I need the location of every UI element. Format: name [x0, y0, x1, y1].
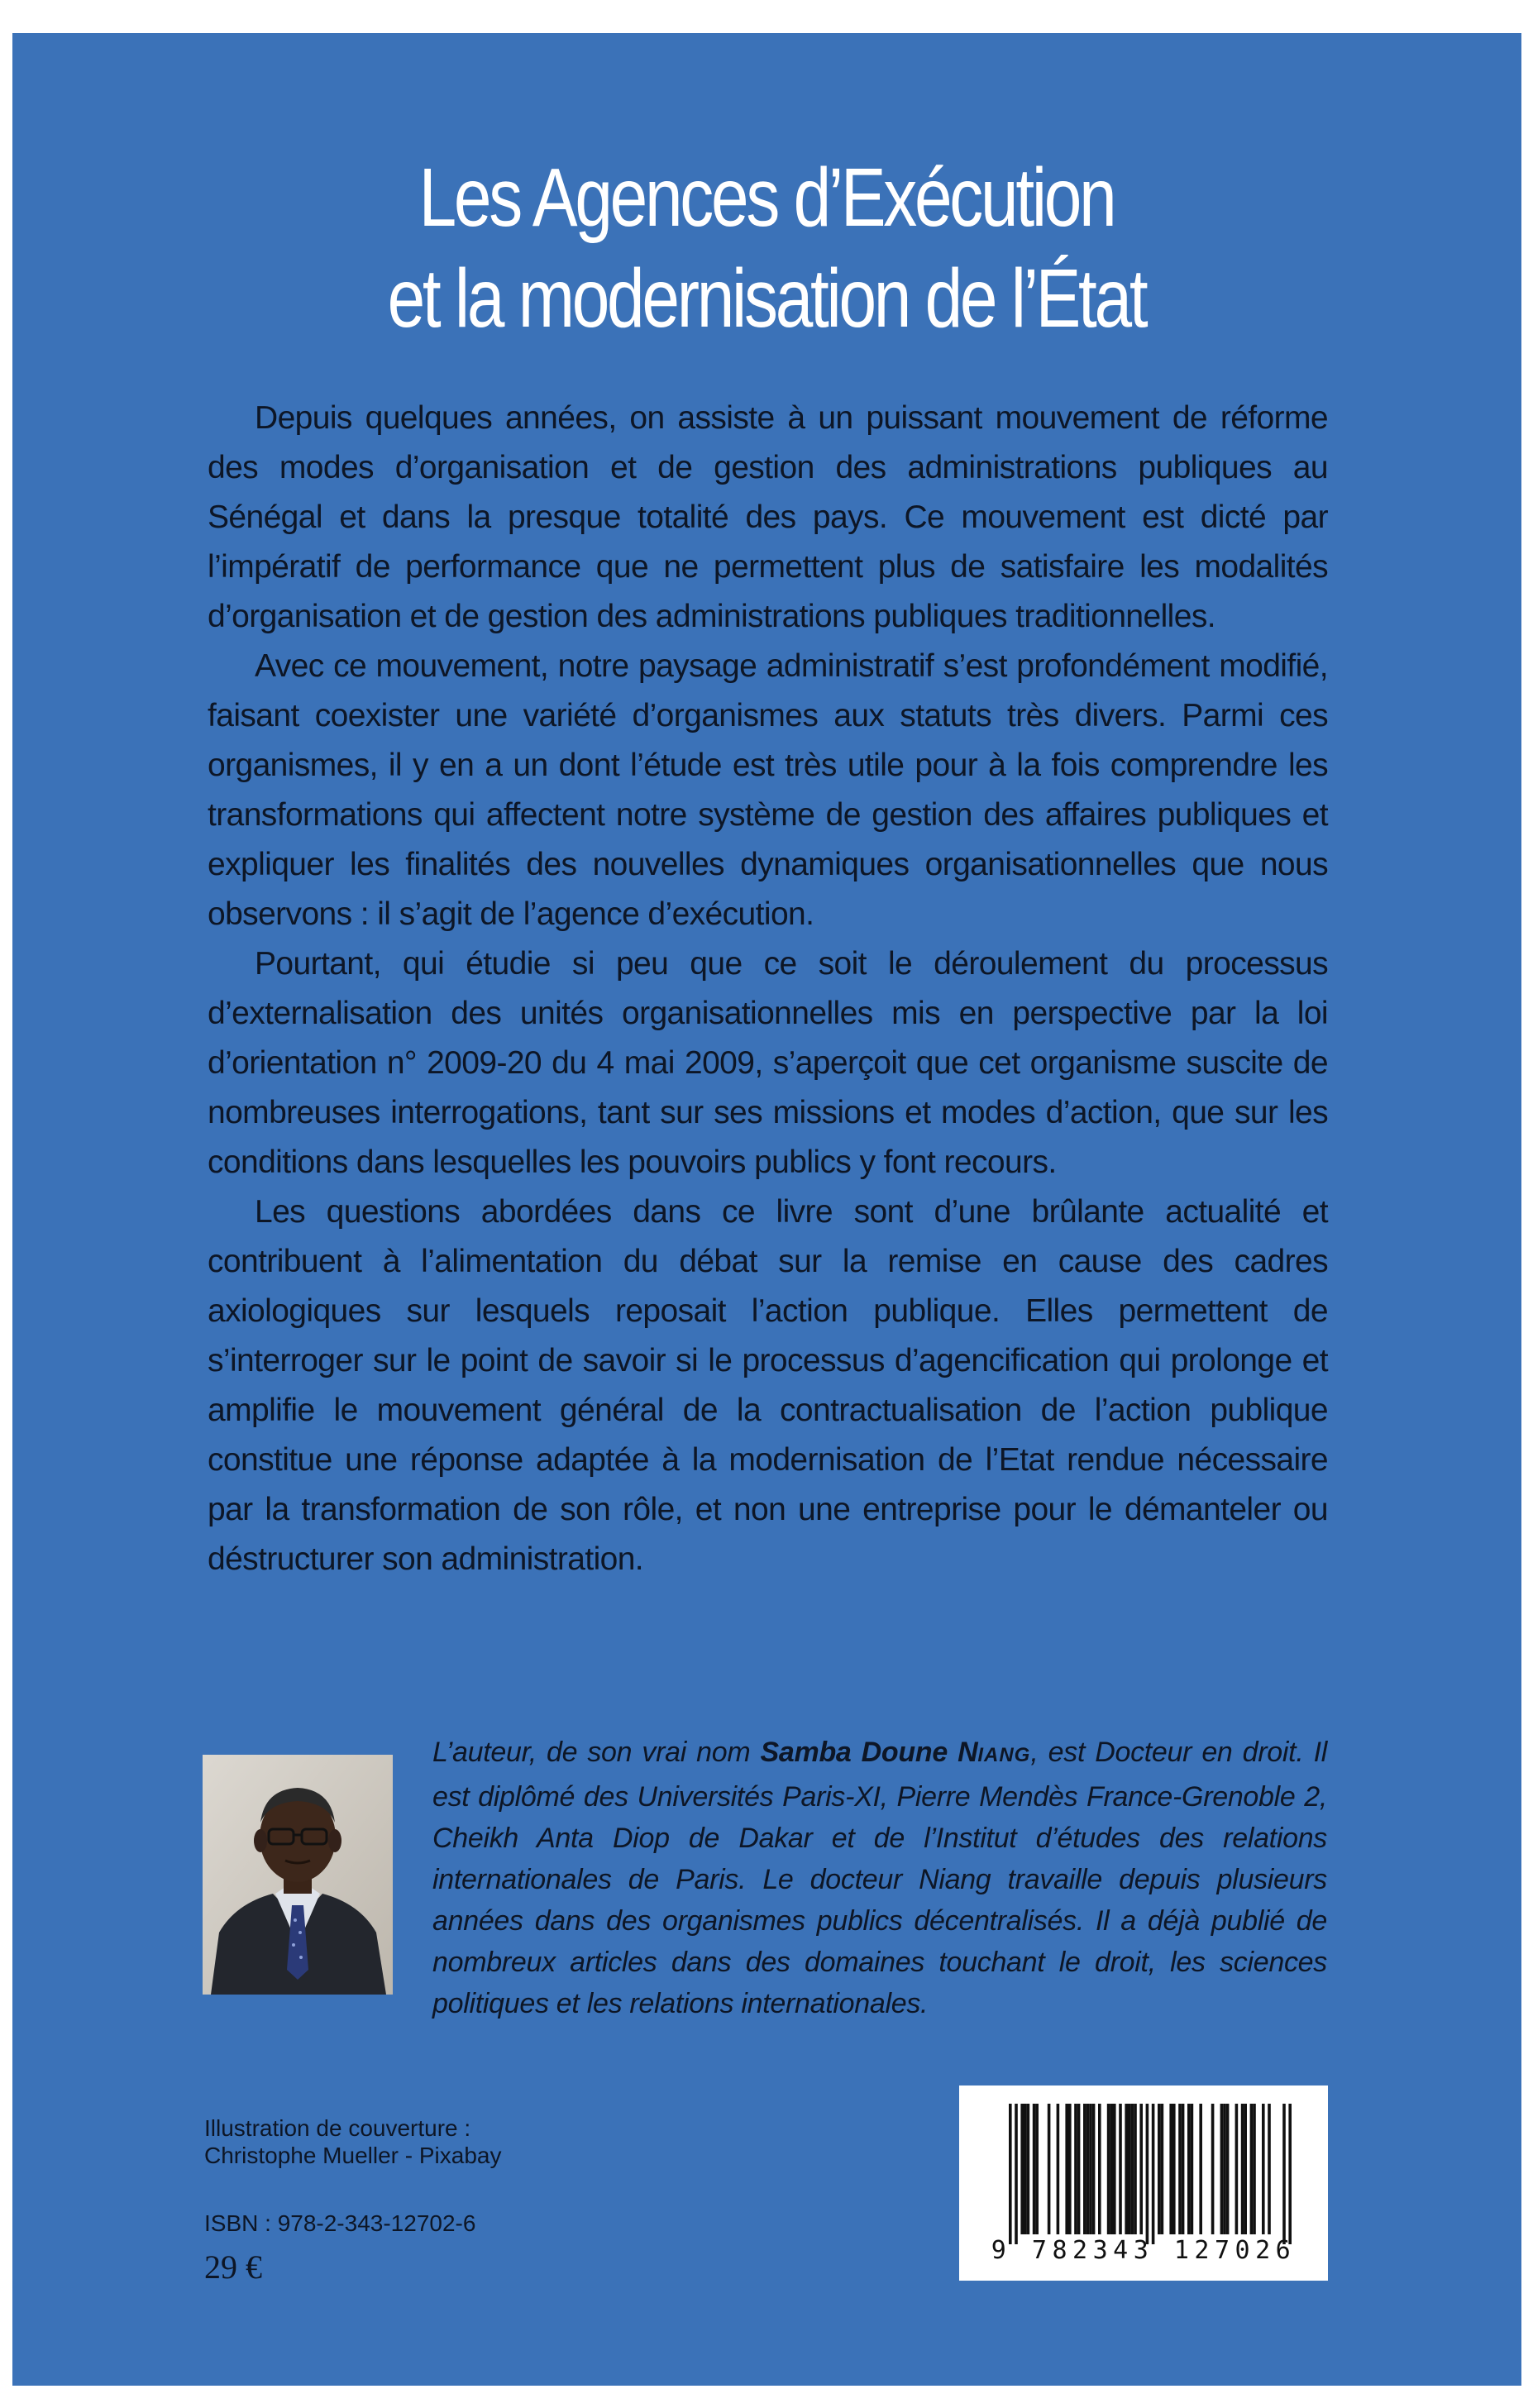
barcode-bar — [1077, 2104, 1081, 2234]
title-line-2: et la modernisation de l’État — [387, 252, 1146, 345]
barcode-bar — [1262, 2104, 1265, 2234]
blurb-paragraph-2: Avec ce mouvement, notre paysage administratif s’est profondément modifié, faisant coexister une variété d’organismes aux statuts très divers. Parmi ces organismes, il y en a un dont l’étude est très utile pour à la fois comprendre les transformations qui affectent notre système de gestion des affaires publiques et expliquer les finalités des nouvelles dynamiques organisationnelles que nous observons : il s’agit de l’agence d’exécution. — [208, 648, 1328, 932]
blurb — [208, 394, 1328, 1584]
barcode-bar — [1113, 2104, 1116, 2234]
barcode-bar — [1125, 2104, 1128, 2234]
barcode-bar — [1048, 2104, 1051, 2234]
author-bio — [432, 1732, 1327, 2024]
blurb-paragraph-1: Depuis quelques années, on assiste à un puissant mouvement de réforme des modes d’organisation et de gestion des administrations publiques au Sénégal et dans la presque totalité des pays. Ce mouvement est dicté par l’impératif de performance que ne permettent plus de satisfaire les modalités d’organisation et de gestion des administrations publiques traditionnelles. — [208, 400, 1328, 634]
barcode-bar — [1235, 2104, 1239, 2234]
book-title — [138, 147, 1395, 349]
barcode-bar — [1092, 2104, 1096, 2234]
barcode-bar — [1220, 2104, 1224, 2234]
barcode-bar — [1027, 2104, 1030, 2234]
barcode-bar — [1250, 2104, 1254, 2234]
author-name-first: Samba Doune N — [760, 1737, 978, 1768]
barcode-bar — [1244, 2104, 1247, 2234]
barcode-bar — [1107, 2104, 1110, 2234]
barcode-bar — [1020, 2104, 1024, 2234]
barcode-bar — [1057, 2104, 1060, 2234]
barcode-bar — [1187, 2104, 1191, 2234]
barcode-bar — [1161, 2104, 1164, 2234]
barcode-bar — [1009, 2104, 1012, 2244]
barcode — [959, 2086, 1328, 2281]
barcode-bar — [1169, 2104, 1172, 2234]
barcode-bar — [1068, 2104, 1072, 2234]
barcode-bar — [1191, 2104, 1194, 2234]
barcode-bar — [1089, 2104, 1092, 2234]
barcode-bar — [1152, 2104, 1155, 2244]
barcode-bar — [1119, 2104, 1122, 2234]
barcode-bar — [1110, 2104, 1113, 2234]
author-photo — [203, 1755, 393, 1995]
blurb-paragraph-3: Pourtant, qui étudie si peu que ce soit le déroulement du processus d’externalisation des unités organisationnelles mis en perspective par la loi d’orientation n° 2009-20 du 4 mai 2009, s’aperçoit que cet organisme suscite de nombreuses interrogations, tant sur ses missions et modes d’action, que sur les conditions dans lesquelles les pouvoirs publics y font recours. — [208, 946, 1328, 1180]
barcode-bar — [1024, 2104, 1027, 2234]
credits-line-1: Illustration de couverture : — [204, 2115, 471, 2141]
barcode-bar — [1128, 2104, 1131, 2234]
author-name — [761, 1737, 1031, 1768]
barcode-bar — [1199, 2104, 1202, 2234]
barcode-bar — [1253, 2104, 1256, 2234]
author-name-smallcaps: IANG — [977, 1744, 1031, 1766]
price: 29 € — [204, 2248, 262, 2286]
barcode-bar — [1035, 2104, 1039, 2234]
bio-intro: L’auteur, de son vrai nom — [432, 1737, 761, 1768]
barcode-bar — [1223, 2104, 1226, 2234]
barcode-bar — [1172, 2104, 1176, 2234]
bio-details: , est Docteur en droit. Il est diplômé des Universités Paris-XI, Pierre Mendès France-Grenoble 2, Cheikh Anta Diop de Dakar et de l’Institut d’études des relations internationales de Paris. Le docteur Niang travaille depuis plusieurs années dans des organismes publics décentralisés. Il a déjà publié de nombreux articles dans des domaines touchant le droit, les sciences politiques et les relations internationales. — [432, 1737, 1327, 2019]
cover-credits — [204, 2114, 502, 2169]
barcode-bar — [1158, 2104, 1161, 2234]
title-line-1: Les Agences d’Exécution — [418, 151, 1115, 244]
credits-line-2: Christophe Mueller - Pixabay — [204, 2143, 502, 2168]
barcode-digits: 9 782343 127026 — [991, 2236, 1297, 2265]
isbn: ISBN : 978-2-343-12702-6 — [204, 2210, 476, 2236]
barcode-bar — [1241, 2104, 1244, 2234]
barcode-bar — [1182, 2104, 1185, 2234]
barcode-bar — [1015, 2104, 1018, 2244]
blurb-paragraph-4: Les questions abordées dans ce livre sont d’une brûlante actualité et contribuent à l’alimentation du débat sur la remise en cause des cadres axiologiques sur lesquels reposait l’action publique. Elles permettent de s’interroger sur le point de savoir si le processus d’agencification qui prolonge et amplifie le mouvement général de la contractualisation de l’action publique constitue une réponse adaptée à la modernisation de l’Etat rendue nécessaire par la transformation de son rôle, et non une entreprise pour le démanteler ou déstructurer son administration. — [208, 1194, 1328, 1577]
barcode-bar — [1146, 2104, 1149, 2244]
barcode-bar — [1131, 2104, 1134, 2234]
barcode-bar — [1065, 2104, 1068, 2234]
barcode-bar — [1098, 2104, 1101, 2234]
barcode-bar — [1288, 2104, 1292, 2244]
barcode-bar — [1086, 2104, 1090, 2234]
barcode-bar — [1139, 2104, 1143, 2234]
barcode-bar — [1226, 2104, 1230, 2234]
barcode-bar — [1268, 2104, 1271, 2234]
barcode-bar — [1074, 2104, 1077, 2234]
barcode-bar — [1083, 2104, 1086, 2234]
barcode-bar — [1178, 2104, 1182, 2234]
barcode-bar — [1211, 2104, 1215, 2234]
barcode-bar — [1134, 2104, 1137, 2234]
barcode-bar — [1282, 2104, 1286, 2244]
barcode-bar — [1033, 2104, 1036, 2234]
